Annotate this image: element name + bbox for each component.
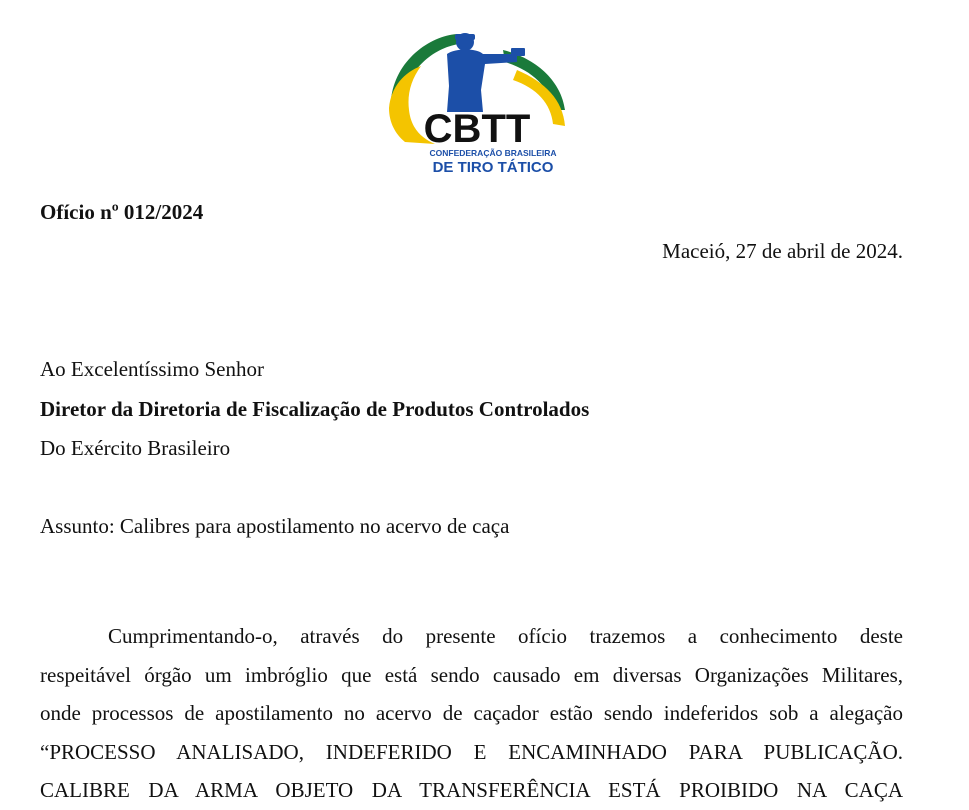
document-reference: Ofício nº 012/2024 [40, 200, 204, 224]
subject-line: Assunto: Calibres para apostilamento no acervo de caça [40, 514, 510, 538]
body-line: onde processos de apostilamento no acervo de caçador estão sendo indeferidos sob a alegação [40, 701, 903, 726]
place-date: Maceió, 27 de abril de 2024. [662, 239, 903, 263]
body-line: CALIBRE DA ARMA OBJETO DA TRANSFERÊNCIA ESTÁ PROIBIDO NA CAÇA [40, 778, 903, 803]
cbtt-logo [385, 30, 570, 176]
body-line: “PROCESSO ANALISADO, INDEFERIDO E ENCAMINHADO PARA PUBLICAÇÃO. [40, 739, 903, 764]
recipient-organization: Do Exército Brasileiro [40, 436, 231, 460]
logo-line1: CONFEDERAÇÃO BRASILEIRA [429, 148, 557, 158]
body-line: respeitável órgão um imbróglio que está sendo causado em diversas Organizações Militares, [40, 662, 903, 687]
logo-acronym: CBTT [423, 107, 531, 151]
salutation: Ao Excelentíssimo Senhor [40, 357, 264, 381]
cbtt-logo-graphic [385, 30, 570, 176]
body-line: Cumprimentando-o, através do presente ofício trazemos a conhecimento deste [108, 624, 903, 648]
logo-line2: DE TIRO TÁTICO [432, 159, 554, 176]
recipient-title: Diretor da Diretoria de Fiscalização de Produtos Controlados [40, 397, 590, 421]
letter-body [40, 617, 903, 810]
shooter-silhouette [447, 33, 525, 112]
